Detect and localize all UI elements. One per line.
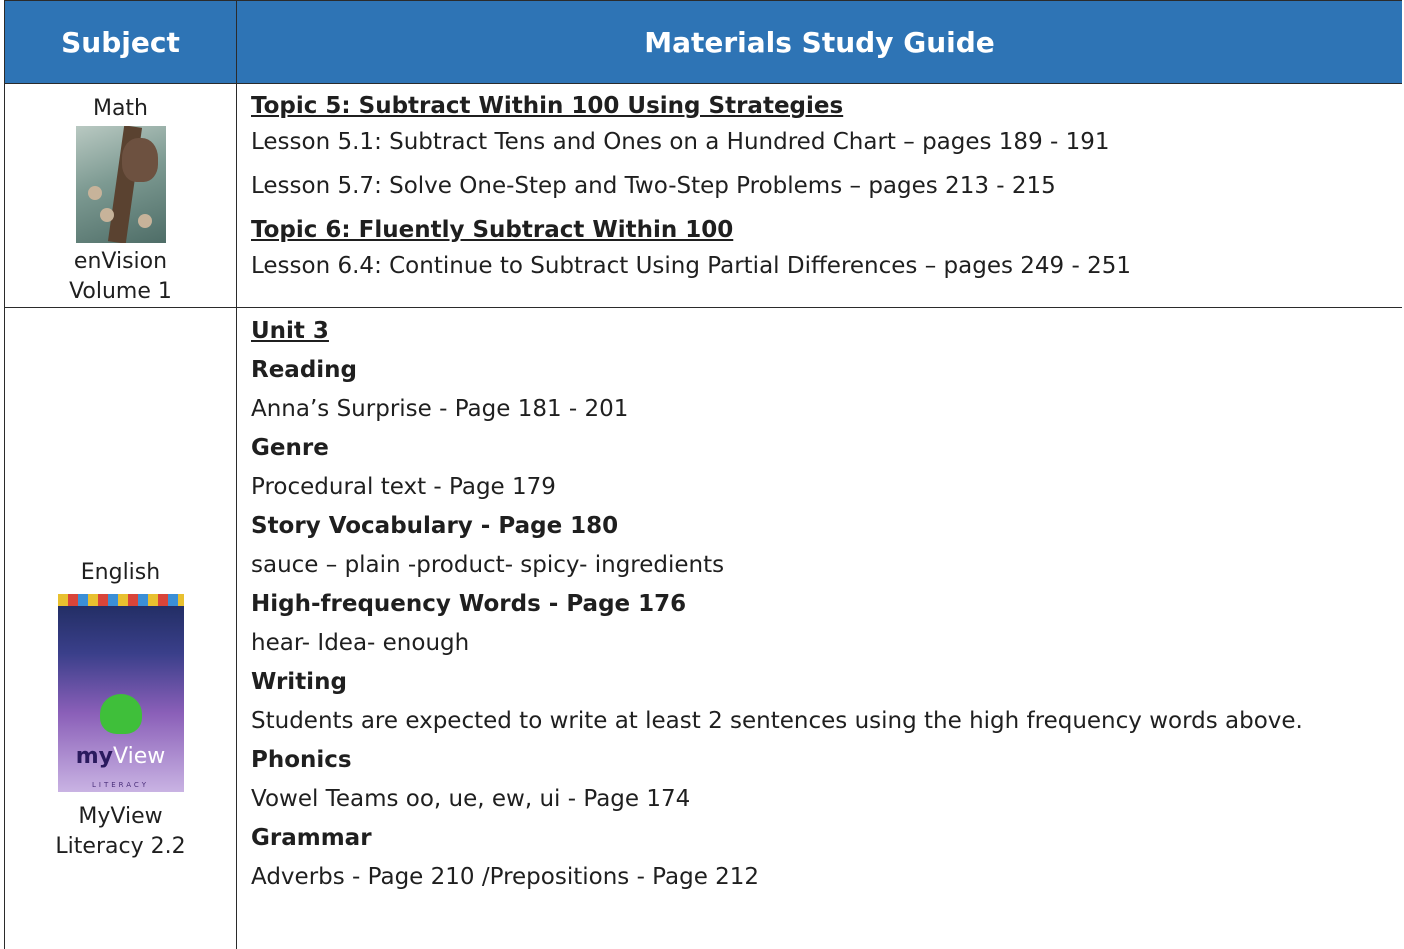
envision-book-cover-image (76, 126, 166, 243)
myview-book-cover-image (58, 594, 184, 792)
reading-label: Reading (251, 357, 358, 383)
high-frequency-text: hear- Idea- enough (251, 630, 470, 656)
english-subject-cell (5, 308, 237, 949)
math-row (5, 84, 1403, 308)
grammar-text: Adverbs - Page 210 /Prepositions - Page 212 (251, 864, 760, 890)
english-materials-cell (237, 308, 1403, 949)
vocabulary-text: sauce – plain -product- spicy- ingredients (251, 552, 725, 578)
cover-logo: myView (75, 744, 166, 769)
unit-title: Unit 3 (251, 318, 329, 344)
genre-label: Genre (251, 435, 329, 461)
math-book-title-line2: Volume 1 (69, 279, 172, 304)
writing-text: Students are expected to write at least 2 sentences using the high frequency words above. (251, 708, 1303, 734)
materials-column-header: Materials Study Guide (237, 1, 1403, 84)
english-subject-name: English (80, 560, 161, 585)
lesson-5-1: Lesson 5.1: Subtract Tens and Ones on a Hundred Chart – pages 189 - 191 (251, 129, 1110, 155)
subject-column-header: Subject (5, 1, 237, 84)
lesson-5-7: Lesson 5.7: Solve One-Step and Two-Step Problems – pages 213 - 215 (251, 173, 1056, 199)
table-header-row (5, 1, 1403, 84)
high-frequency-label: High-frequency Words - Page 176 (251, 591, 687, 617)
study-guide-table (4, 0, 1402, 949)
reading-text: Anna’s Surprise - Page 181 - 201 (251, 396, 629, 422)
phonics-label: Phonics (251, 747, 352, 773)
english-book-title-line2: Literacy 2.2 (55, 834, 186, 859)
english-row (5, 308, 1403, 949)
lesson-6-4: Lesson 6.4: Continue to Subtract Using Partial Differences – pages 249 - 251 (251, 253, 1131, 279)
cover-subtitle: LITERACY (92, 781, 149, 789)
writing-label: Writing (251, 669, 347, 695)
math-materials-cell (237, 84, 1403, 308)
topic-5-title: Topic 5: Subtract Within 100 Using Strategies (251, 93, 844, 119)
study-guide-sheet (4, 0, 1402, 949)
phonics-text: Vowel Teams oo, ue, ew, ui - Page 174 (251, 786, 691, 812)
genre-text: Procedural text - Page 179 (251, 474, 556, 500)
vocabulary-label: Story Vocabulary - Page 180 (251, 513, 619, 539)
math-subject-name: Math (92, 96, 149, 121)
grammar-label: Grammar (251, 825, 372, 851)
english-book-title-line1: MyView (78, 804, 163, 829)
topic-6-title: Topic 6: Fluently Subtract Within 100 (251, 217, 734, 243)
math-subject-cell (5, 84, 237, 308)
math-book-title-line1: enVision (73, 249, 168, 274)
